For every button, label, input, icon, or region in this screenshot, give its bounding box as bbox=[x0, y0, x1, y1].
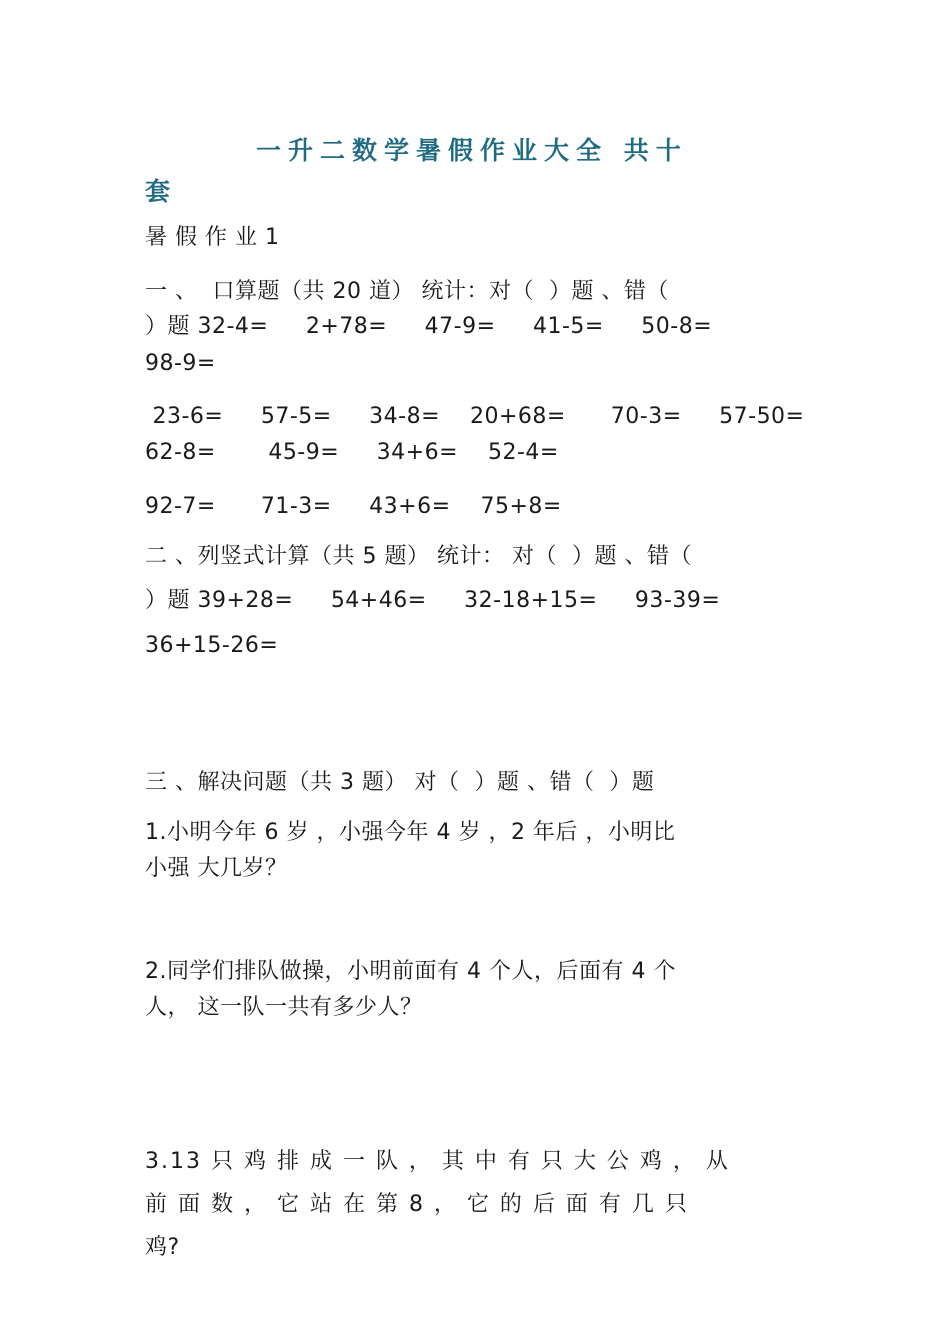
subtitle-homework-1: 暑 假 作 业 1 bbox=[145, 225, 280, 250]
section3-heading: 三 、解决问题（共 3 题） 对（ ）题 、错（ ）题 bbox=[145, 770, 655, 795]
section2-row1: ）题 39+28= 54+46= 32-18+15= 93-39= bbox=[145, 588, 721, 613]
question1-line2: 小强 大几岁？ bbox=[145, 856, 288, 881]
question3-line1: 3.13 只 鸡 排 成 一 队 ， 其 中 有 只 大 公 鸡 ， 从 bbox=[145, 1149, 730, 1174]
question2-line1: 2.同学们排队做操，小明前面有 4 个人，后面有 4 个 bbox=[145, 959, 676, 984]
section2-heading: 二 、列竖式计算（共 5 题） 统计： 对（ ）题 、错（ bbox=[145, 544, 692, 569]
section2-row2: 36+15-26= bbox=[145, 633, 279, 658]
section1-row3: 23-6= 57-5= 34-8= 20+68= 70-3= 57-50= bbox=[145, 404, 805, 429]
document-title-line1: 一升二数学暑假作业大全 共十 bbox=[256, 136, 688, 165]
question1-line1: 1.小明今年 6 岁 ，小强今年 4 岁 ，2 年后 ，小明比 bbox=[145, 820, 676, 845]
section1-heading: 一 、 口算题（共 20 道） 统计：对（ ）题 、错（ bbox=[145, 279, 669, 304]
section1-row4: 62-8= 45-9= 34+6= 52-4= bbox=[145, 440, 559, 465]
document-title-line2: 套 bbox=[145, 177, 178, 206]
section1-row2: 98-9= bbox=[145, 351, 216, 376]
section1-row1: ）题 32-4= 2+78= 47-9= 41-5= 50-8= bbox=[145, 314, 713, 339]
section1-row5: 92-7= 71-3= 43+6= 75+8= bbox=[145, 494, 562, 519]
question3-line2: 前 面 数 ， 它 站 在 第 8 ， 它 的 后 面 有 几 只 bbox=[145, 1192, 689, 1217]
question3-line3: 鸡? bbox=[145, 1235, 180, 1260]
question2-line2: 人， 这一队一共有多少人？ bbox=[145, 995, 423, 1020]
